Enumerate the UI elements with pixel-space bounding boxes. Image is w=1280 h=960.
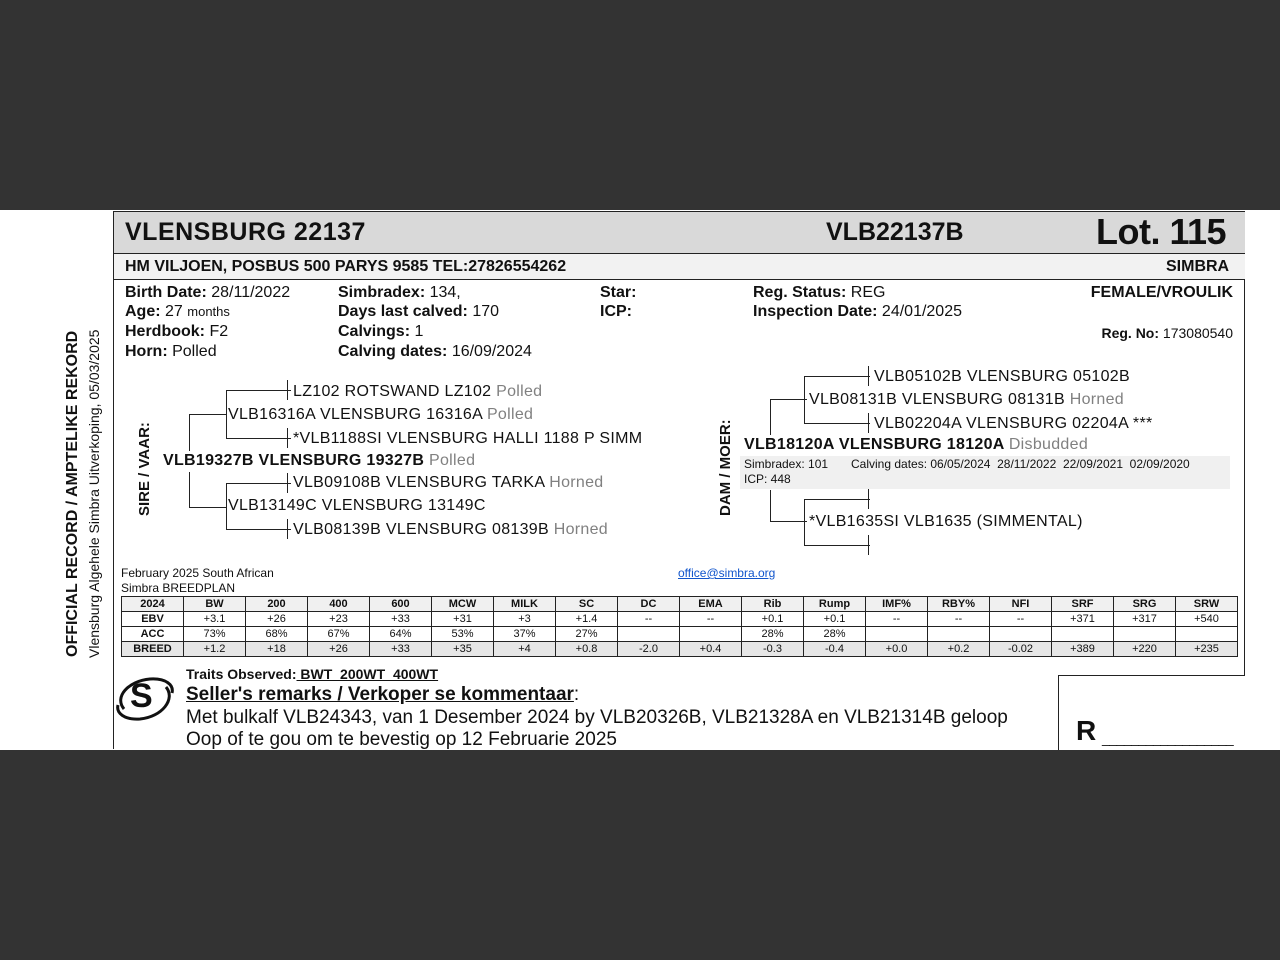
table-row xyxy=(122,627,1238,642)
sex: FEMALE/VROULIK xyxy=(1090,284,1233,301)
tree-line xyxy=(804,376,870,377)
tree-line xyxy=(226,438,291,439)
table-cell: 64% xyxy=(370,627,432,642)
simbradex: Simbradex: 134, xyxy=(338,284,461,301)
table-cell: 53% xyxy=(432,627,494,642)
table-header-cell: 400 xyxy=(308,597,370,612)
table-cell: +389 xyxy=(1052,642,1114,657)
table-cell: +26 xyxy=(246,612,308,627)
table-cell: -- xyxy=(618,612,680,627)
table-cell: -2.0 xyxy=(618,642,680,657)
table-cell: +26 xyxy=(308,642,370,657)
table-cell xyxy=(866,627,928,642)
row-label-cell: BREED xyxy=(122,642,184,657)
table-cell: 67% xyxy=(308,627,370,642)
table-cell: +33 xyxy=(370,642,432,657)
table-header-cell: 200 xyxy=(246,597,308,612)
sire-sire-dam: *VLB1188SI VLENSBURG HALLI 1188 P SIMM xyxy=(293,430,643,447)
table-cell xyxy=(990,627,1052,642)
sire-label: SIRE / VAAR: xyxy=(136,422,153,516)
table-cell: +31 xyxy=(432,612,494,627)
table-cell xyxy=(618,627,680,642)
row-label-cell: EBV xyxy=(122,612,184,627)
dam-calving-dates: Calving dates: 06/05/2024 28/11/2022 22/09/2021 02/09/2020 xyxy=(851,457,1190,471)
table-cell: +1.4 xyxy=(556,612,618,627)
tree-line xyxy=(868,489,869,509)
tree-line xyxy=(770,490,771,522)
traits-observed: Traits Observed: BWT 200WT 400WT xyxy=(186,666,439,682)
dam-sire: VLB08131B VLENSBURG 08131B Horned xyxy=(809,391,1124,408)
table-cell: -0.3 xyxy=(742,642,804,657)
tree-line xyxy=(226,483,291,484)
table-row xyxy=(122,612,1238,627)
table-cell: 73% xyxy=(184,627,246,642)
table-cell: +0.1 xyxy=(804,612,866,627)
table-header-cell: SRW xyxy=(1176,597,1238,612)
table-cell xyxy=(1114,627,1176,642)
table-header-cell: MILK xyxy=(494,597,556,612)
table-cell: +1.2 xyxy=(184,642,246,657)
age: Age: 27 months xyxy=(125,303,230,320)
table-header-cell: BW xyxy=(184,597,246,612)
table-cell: +4 xyxy=(494,642,556,657)
table-cell: +220 xyxy=(1114,642,1176,657)
table-cell: +0.1 xyxy=(742,612,804,627)
simbra-logo xyxy=(114,675,176,723)
table-header-cell: DC xyxy=(618,597,680,612)
dam-sire-sire: VLB05102B VLENSBURG 05102B xyxy=(874,368,1130,385)
table-cell: +35 xyxy=(432,642,494,657)
dam-name: VLB18120A VLENSBURG 18120A Disbudded xyxy=(744,436,1089,453)
table-cell: +371 xyxy=(1052,612,1114,627)
breedplan-line1: February 2025 South African xyxy=(121,566,274,580)
price-symbol: R xyxy=(1076,715,1097,746)
table-cell: -- xyxy=(866,612,928,627)
tree-line xyxy=(804,499,870,500)
tree-line xyxy=(287,473,288,493)
table-cell xyxy=(928,627,990,642)
tree-line xyxy=(189,414,226,415)
tree-line xyxy=(868,413,869,433)
dam-simbradex: Simbradex: 101 xyxy=(744,457,829,471)
tree-line xyxy=(770,399,771,435)
email-link[interactable]: office@simbra.org xyxy=(678,566,776,580)
table-cell: +3 xyxy=(494,612,556,627)
registration-code: VLB22137B xyxy=(826,218,964,246)
table-header-cell: MCW xyxy=(432,597,494,612)
calvings: Calvings: 1 xyxy=(338,323,424,340)
remarks-line2: Oop of te gou om te bevestig op 12 Februarie 2025 xyxy=(186,729,617,750)
inspection-date: Inspection Date: 24/01/2025 xyxy=(753,303,962,320)
table-cell: +3.1 xyxy=(184,612,246,627)
table-cell: +235 xyxy=(1176,642,1238,657)
calving-dates: Calving dates: 16/09/2024 xyxy=(338,343,532,360)
table-cell: +0.4 xyxy=(680,642,742,657)
table-cell: -0.02 xyxy=(990,642,1052,657)
owner-address: HM VILJOEN, POSBUS 500 PARYS 9585 TEL:27826554262 xyxy=(125,258,567,275)
tree-line xyxy=(226,390,291,391)
tree-line xyxy=(226,483,227,529)
table-cell: -- xyxy=(928,612,990,627)
table-header-row xyxy=(122,597,1238,612)
table-header-cell: SC xyxy=(556,597,618,612)
table-header-cell: NFI xyxy=(990,597,1052,612)
table-cell xyxy=(1052,627,1114,642)
table-cell: 28% xyxy=(742,627,804,642)
sire-dam-dam: VLB08139B VLENSBURG 08139B Horned xyxy=(293,521,608,538)
sire-dam-sire: VLB09108B VLENSBURG TARKA Horned xyxy=(293,474,604,491)
price-blank-line[interactable]: __________________ xyxy=(1102,730,1234,746)
official-record-label: OFFICIAL RECORD / AMPTELIKE REKORD xyxy=(64,330,81,657)
sire-sire-sire: LZ102 ROTSWAND LZ102 Polled xyxy=(293,383,543,400)
table-cell: -0.4 xyxy=(804,642,866,657)
table-cell: +0.2 xyxy=(928,642,990,657)
tree-line xyxy=(189,472,190,507)
table-cell: -- xyxy=(680,612,742,627)
table-cell: +23 xyxy=(308,612,370,627)
table-header-cell: IMF% xyxy=(866,597,928,612)
table-header-cell: Rib xyxy=(742,597,804,612)
logo-letter: S xyxy=(130,677,153,715)
breed-name: SIMBRA xyxy=(1166,258,1230,275)
table-header-cell: SRF xyxy=(1052,597,1114,612)
table-cell: 37% xyxy=(494,627,556,642)
icp-label: ICP: xyxy=(600,303,632,320)
tree-line xyxy=(804,545,870,546)
horn-status: Horn: Polled xyxy=(125,343,217,360)
reg-number: Reg. No: 173080540 xyxy=(1101,325,1233,341)
days-last-calved: Days last calved: 170 xyxy=(338,303,500,320)
tree-line xyxy=(804,423,870,424)
tree-line xyxy=(804,499,805,545)
star-label: Star: xyxy=(600,284,637,301)
dam-label: DAM / MOER: xyxy=(717,419,734,516)
table-cell: 28% xyxy=(804,627,866,642)
animal-name: VLENSBURG 22137 xyxy=(125,218,366,246)
tree-line xyxy=(868,535,869,555)
tree-line xyxy=(868,366,869,386)
sire-name: VLB19327B VLENSBURG 19327B Polled xyxy=(163,452,476,469)
tree-line xyxy=(770,399,807,400)
dam-icp: ICP: 448 xyxy=(744,472,791,486)
table-cell: 27% xyxy=(556,627,618,642)
tree-line xyxy=(804,376,805,423)
table-cell: -- xyxy=(990,612,1052,627)
table-header-cell: SRG xyxy=(1114,597,1176,612)
row-label-cell: ACC xyxy=(122,627,184,642)
remarks-title: Seller's remarks / Verkoper se kommentaar: xyxy=(186,684,580,705)
birth-date: Birth Date: 28/11/2022 xyxy=(125,284,291,301)
table-header-cell: 2024 xyxy=(122,597,184,612)
lot-number: Lot. 115 xyxy=(1096,211,1227,252)
table-cell xyxy=(680,627,742,642)
table-cell: +0.8 xyxy=(556,642,618,657)
remarks-line1: Met bulkalf VLB24343, van 1 Desember 2024 by VLB20326B, VLB21328A en VLB21314B geloop xyxy=(186,707,1008,728)
ebv-table xyxy=(121,596,1238,657)
tree-line xyxy=(287,519,288,539)
table-cell: +33 xyxy=(370,612,432,627)
table-cell: +317 xyxy=(1114,612,1176,627)
table-cell: 68% xyxy=(246,627,308,642)
table-cell: +540 xyxy=(1176,612,1238,627)
sire-dam: VLB13149C VLENSBURG 13149C xyxy=(228,497,486,514)
table-header-cell: 600 xyxy=(370,597,432,612)
tree-line xyxy=(226,390,227,438)
table-cell: +0.0 xyxy=(866,642,928,657)
tree-line xyxy=(287,428,288,448)
table-row xyxy=(122,642,1238,657)
breedplan-line2: Simbra BREEDPLAN xyxy=(121,581,236,595)
tree-line xyxy=(226,529,291,530)
table-header-cell: RBY% xyxy=(928,597,990,612)
herdbook: Herdbook: F2 xyxy=(125,323,229,340)
dam-dam: *VLB1635SI VLB1635 (SIMMENTAL) xyxy=(809,513,1083,530)
tree-line xyxy=(189,507,226,508)
tree-line xyxy=(189,414,190,451)
table-header-cell: EMA xyxy=(680,597,742,612)
table-cell: +18 xyxy=(246,642,308,657)
auction-label: Vlensburg Algehele Simbra Uitverkoping, 05/03/2025 xyxy=(86,329,102,658)
sire-sire: VLB16316A VLENSBURG 16316A Polled xyxy=(228,406,534,423)
tree-line xyxy=(287,380,288,400)
tree-line xyxy=(770,521,807,522)
dam-sire-dam: VLB02204A VLENSBURG 02204A *** xyxy=(874,415,1153,432)
table-header-cell: Rump xyxy=(804,597,866,612)
table-cell xyxy=(1176,627,1238,642)
reg-status: Reg. Status: REG xyxy=(753,284,886,301)
